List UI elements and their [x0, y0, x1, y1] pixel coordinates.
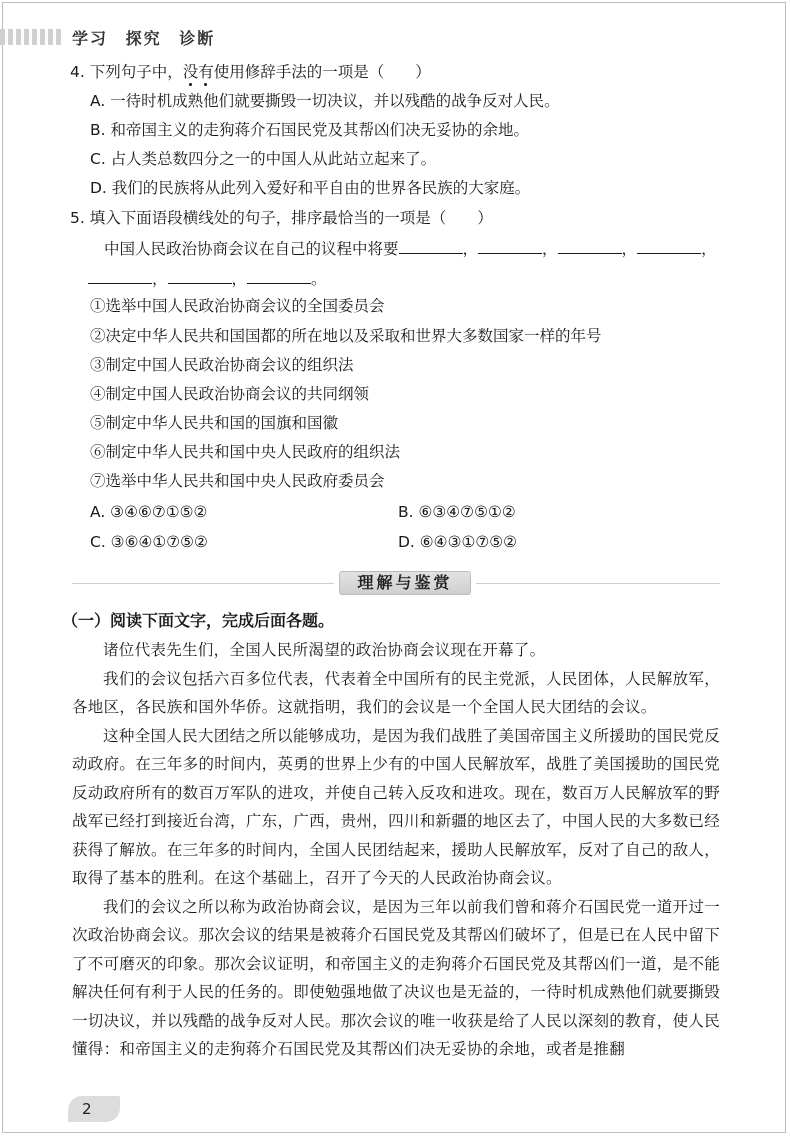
q5-passage-text: 中国人民政治协商会议在自己的议程中将要: [104, 240, 399, 258]
q5-item: ②决定中华人民共和国国都的所在地以及采取和世界大多数国家一样的年号: [90, 327, 602, 345]
q5-item: ⑥制定中华人民共和国中央人民政府的组织法: [90, 443, 401, 461]
page-number: 2: [68, 1096, 120, 1122]
q5-option-d: D. ⑥④③①⑦⑤②: [398, 533, 518, 551]
header-title: [72, 26, 225, 49]
answer-blank[interactable]: [478, 239, 542, 254]
q5-stem: 5. 填入下面语段横线处的句子，排序最恰当的一项是（ ）: [70, 209, 493, 227]
section-rule-left: [72, 583, 334, 584]
answer-blank[interactable]: [88, 269, 152, 284]
q4-option-c: C. 占人类总数四分之一的中国人从此站立起来了。: [90, 150, 437, 168]
q5-option-c: C. ③⑥④①⑦⑤②: [90, 533, 208, 551]
reading-paragraph: 我们的会议之所以称为政治协商会议，是因为三年以前我们曾和蒋介石国民党一道开过一次政治协商会议。那次会议的结果是被蒋介石国民党及其帮凶们破坏了，但是已在人民中留下了不可磨灭的印象。那次会议证明，和帝国主义的走狗蒋介石国民党及其帮凶们一道，是不能解决任何有利于人民的任务的。即使勉强地做了决议也是无益的，一待时机成熟他们就要撕毁一切决议，并以残酷的战争反对人民。那次会议的唯一收获是给了人民以深刻的教育，使人民懂得：和帝国主义的走狗蒋介石国民党及其帮凶们决无妥协的余地，或者是推翻: [72, 897, 720, 1058]
section-title: 理解与鉴赏: [339, 571, 471, 595]
answer-blank[interactable]: [247, 269, 311, 284]
q5-passage-line-2: ， ， 。: [88, 268, 327, 290]
header-word: 诊断: [179, 29, 216, 48]
header-word: 学习: [72, 29, 109, 48]
q5-item: ③制定中国人民政治协商会议的组织法: [90, 356, 354, 374]
q5-item: ⑤制定中华人民共和国的国旗和国徽: [90, 414, 339, 432]
answer-blank[interactable]: [558, 239, 622, 254]
q4-stem-dotted: 有: [198, 63, 214, 81]
page-header: [0, 26, 790, 48]
q4-stem-dotted: 没: [182, 63, 199, 81]
answer-blank[interactable]: [637, 239, 701, 254]
reading-heading: （一）阅读下面文字，完成后面各题。: [62, 611, 335, 630]
section-rule-right: [476, 583, 720, 584]
header-word: 探究: [125, 29, 162, 48]
reading-passage: [72, 636, 720, 1064]
q5-option-b: B. ⑥③④⑦⑤①②: [398, 503, 516, 521]
q5-option-a: A. ③④⑥⑦①⑤②: [90, 503, 208, 521]
q5-passage-line-1: 中国人民政治协商会议在自己的议程中将要 ， ， ， ，: [104, 240, 717, 258]
reading-paragraph: 我们的会议包括六百多位代表，代表着全中国所有的民主党派，人民团体，人民解放军，各地区，各民族和国外华侨。这就指明，我们的会议是一个全国人民大团结的会议。: [72, 669, 720, 716]
q4-stem: [70, 61, 431, 83]
q5-item: ①选举中国人民政治协商会议的全国委员会: [90, 297, 385, 315]
q4-option-d: D. 我们的民族将从此列入爱好和平自由的世界各民族的大家庭。: [90, 179, 531, 197]
q4-option-a: A. 一待时机成熟他们就要撕毁一切决议，并以残酷的战争反对人民。: [90, 92, 560, 110]
q4-stem-pre: 4. 下列句子中，: [70, 63, 183, 81]
reading-paragraph: 诸位代表先生们，全国人民所渴望的政治协商会议现在开幕了。: [103, 641, 546, 659]
reading-paragraph: 这种全国人民大团结之所以能够成功，是因为我们战胜了美国帝国主义所援助的国民党反动政府。在三年多的时间内，英勇的世界上少有的中国人民解放军，战胜了美国援助的国民党反动政府所有的数百万军队的进攻，并使自己转入反攻和进攻。现在，数百万人民解放军的野战军已经打到接近台湾，广东，广西，贵州，四川和新疆的地区去了，中国人民的大多数已经获得了解放。在三年多的时间内，全国人民团结起来，援助人民解放军，反对了自己的敌人，取得了基本的胜利。在这个基础上，召开了今天的人民政治协商会议。: [72, 726, 720, 887]
q5-item: ⑦选举中华人民共和国中央人民政府委员会: [90, 472, 385, 490]
answer-blank[interactable]: [168, 269, 232, 284]
answer-blank[interactable]: [399, 239, 463, 254]
q4-stem-post: 使用修辞手法的一项是（ ）: [213, 63, 431, 81]
q5-item: ④制定中国人民政治协商会议的共同纲领: [90, 385, 370, 403]
q4-option-b: B. 和帝国主义的走狗蒋介石国民党及其帮凶们决无妥协的余地。: [90, 121, 529, 139]
header-decoration: [0, 29, 62, 45]
